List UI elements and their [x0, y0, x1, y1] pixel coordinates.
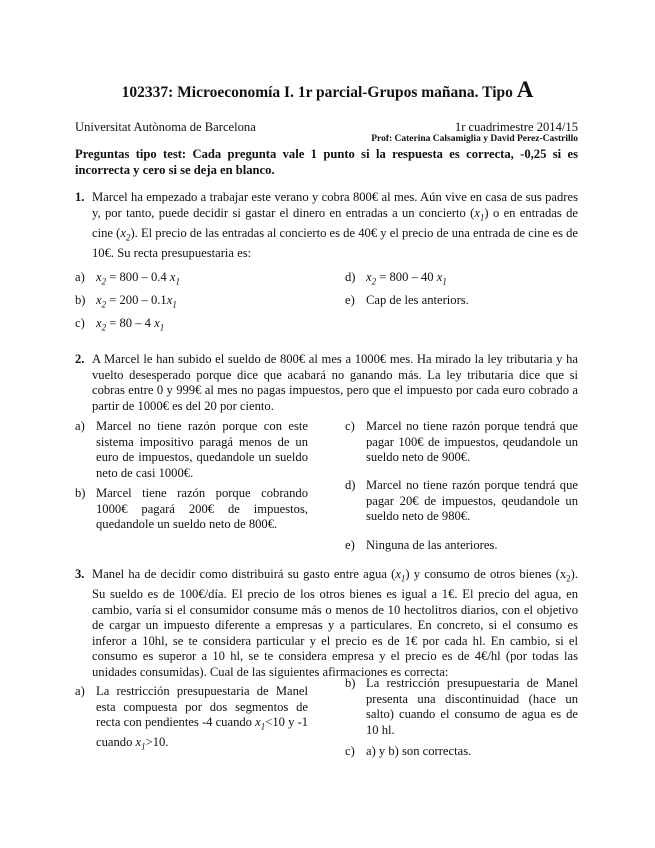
q2-option-e[interactable]: e) Ninguna de las anteriores. [345, 538, 498, 552]
q2-option-d[interactable]: d) Marcel no tiene razón porque tendrá que pagar 20€ de impuestos, qeudandole un sueldo neto de 980€. [345, 478, 578, 523]
q1-option-d[interactable]: d) $x_2 = 800 - 40$ $x_1$ [345, 270, 447, 287]
question-text: Manel ha de decidir como distribuirá su gasto entre agua $(x_1)$ y consumo de otros bienes $(x_2)$. Su sueldo es de 100€/día. El precio de los otros bienes es igual a 1€. El precio del agua, en cambio, varía si el consumidor consume más o menos de 10 hectolitros diarios, con el objetivo de cargar un impuesto diferente a empresas y a particulares. En concreto, si el consumo es inferor a 10hl, se te considera particular y el precio es de 1€ por cada hl. En cambio, si el consumo es superor a 10 hl, se te considera empresa y el precio es de 4€/hl (por todas las unidades consumidas). Cual de las siguientes afirmaciones es correcta: [92, 567, 578, 679]
question-text: A Marcel le han subido el sueldo de 800€ al mes a 1000€ mes. Ha mirado la ley tributaria y ha vuelto desesperado porque dice que acabará no ganando más. La ley tributaria dice que si cobras entre 0 y 999€ al mes no pagas impuestos, pero que el impuesto por cada euro cobrado a partir de 1000€ es del 20 por ciento. [92, 352, 578, 413]
q1-option-e[interactable]: e) Cap de les anteriors. [345, 293, 469, 307]
q1-option-c[interactable]: c) $x_2 = 80 - 4$ $x_1$ [75, 316, 165, 333]
question-text: Marcel ha empezado a trabajar este verano y cobra 800€ al mes. Aún vive en casa de sus padres y, por tanto, puede decidir si gastar el dinero en entradas a un concierto $(x_1)$ o en entradas de cine $(x_2)$. El precio de las entradas al concierto es de 40€ y el precio de una entrada de cine es de 10€. Su recta presupuestaria es: [92, 190, 578, 260]
question-number: 2. [75, 352, 85, 366]
question-number: 3. [75, 567, 85, 581]
professors: Prof: Caterina Calsamiglia y David Perez-Castrillo [371, 134, 578, 144]
term: 1r cuadrimestre 2014/15 [454, 120, 578, 134]
q3-option-a[interactable]: a) La restricción presupuestaria de Manel esta compuesta por dos segmentos de recta con pendientes -4 cuando $x_1<10$ y -1 cuando $x_1>10$. [75, 684, 309, 752]
q1-option-b[interactable]: b) $x_2 = 200 - 0.1x_1$ [75, 293, 177, 310]
exam-title: 102337: Microeconomía I. 1r parcial-Grupos mañana. Tipo A [121, 77, 534, 102]
q2-option-c[interactable]: c) Marcel no tiene razón porque tendrá que pagar 100€ de impuestos, qeudandole un sueldo neto de 900€. [345, 419, 578, 464]
q3-option-b[interactable]: b) La restricción presupuestaria de Manel presenta una discontinuidad (hace un salto) cuando el consumo de agua es de 10 hl. [345, 676, 578, 737]
exam-type-letter: A [516, 77, 534, 102]
q1-option-a[interactable]: a) $x_2 = 800 - 0.4$ $x_1$ [75, 270, 180, 287]
q2-option-b[interactable]: b) Marcel tiene razón porque cobrando 1000€ pagará 200€ de impuestos, quedandole un sueldo neto de 800€. [75, 486, 308, 531]
question-number: 1. [75, 190, 85, 204]
instructions: Preguntas tipo test: Cada pregunta vale 1 punto si la respuesta es correcta, -0,25 si es incorrecta y cero si se deja en blanco. [75, 147, 578, 177]
q2-option-a[interactable]: a) Marcel no tiene razón porque con este sistema impositivo paragá menos de un euro de impuestos, quedandole un sueldo neto de casi 1000€. [75, 419, 308, 480]
institution: Universitat Autònoma de Barcelona [75, 120, 256, 134]
q3-option-c[interactable]: c) a) y b) son correctas. [345, 744, 472, 758]
